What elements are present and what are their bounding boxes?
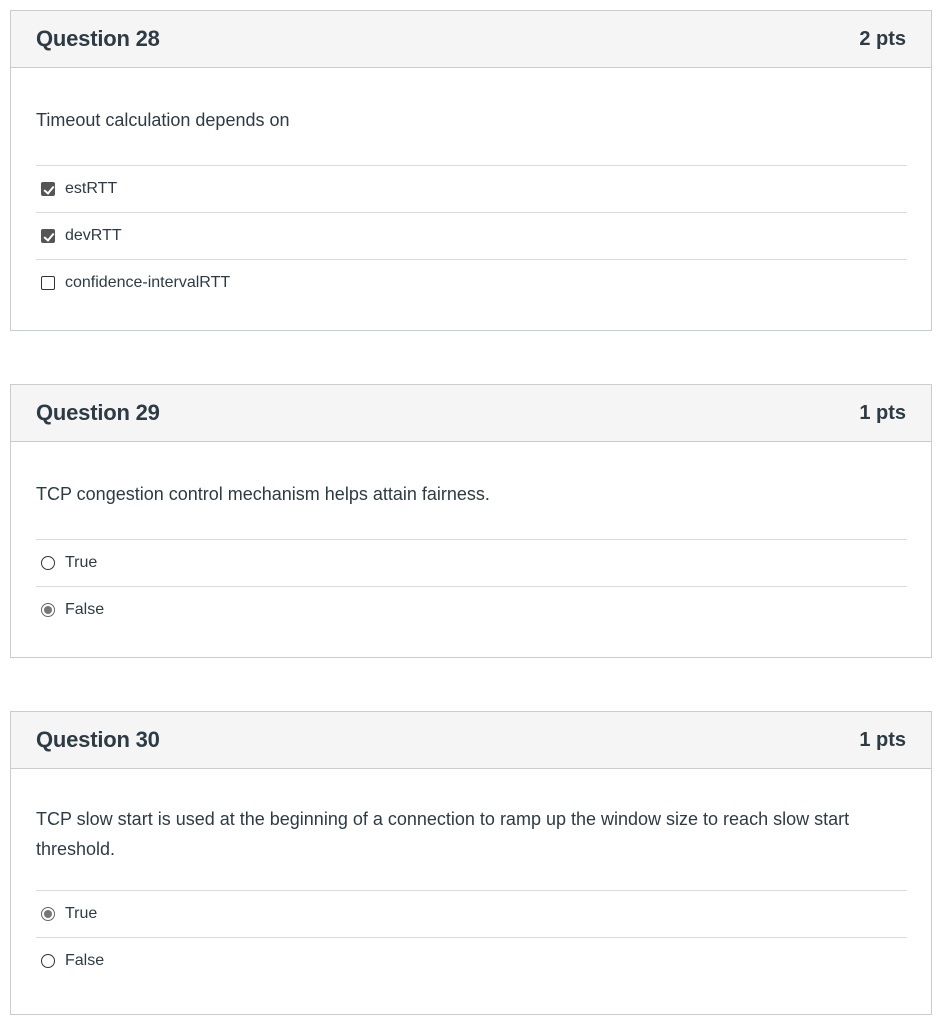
answer-label: True	[65, 554, 98, 571]
question-title: Question 29	[36, 400, 160, 425]
answer-option[interactable]	[36, 540, 907, 587]
answer-list	[36, 891, 907, 984]
answer-option[interactable]	[36, 260, 907, 306]
question-text: TCP congestion control mechanism helps attain fairness.	[36, 442, 907, 540]
question-body	[11, 769, 931, 984]
answer-option[interactable]	[36, 166, 907, 213]
question-text: TCP slow start is used at the beginning of a connection to ramp up the window size to reach slow start threshold.	[36, 769, 907, 891]
question-29-card	[10, 384, 932, 658]
checkbox-checked-icon[interactable]	[41, 229, 55, 243]
answer-label: False	[65, 952, 105, 969]
question-30-card	[10, 711, 932, 1015]
question-body	[11, 68, 931, 306]
question-points: 2 pts	[859, 27, 906, 50]
checkbox-checked-icon[interactable]	[41, 182, 55, 196]
answer-label: confidence-intervalRTT	[65, 274, 231, 291]
radio-selected-icon[interactable]	[41, 603, 55, 617]
checkbox-unchecked-icon[interactable]	[41, 276, 55, 290]
question-header	[11, 11, 931, 68]
question-title: Question 28	[36, 26, 160, 51]
question-points: 1 pts	[859, 401, 906, 424]
question-points: 1 pts	[859, 728, 906, 751]
question-body	[11, 442, 931, 633]
answer-list	[36, 166, 907, 306]
question-text: Timeout calculation depends on	[36, 68, 907, 166]
answer-label: devRTT	[65, 227, 122, 244]
radio-selected-icon[interactable]	[41, 907, 55, 921]
answer-label: estRTT	[65, 180, 118, 197]
answer-list	[36, 540, 907, 633]
answer-option[interactable]	[36, 213, 907, 260]
answer-option[interactable]	[36, 587, 907, 633]
answer-option[interactable]	[36, 938, 907, 984]
radio-unselected-icon[interactable]	[41, 954, 55, 968]
answer-option[interactable]	[36, 891, 907, 938]
answer-label: False	[65, 601, 105, 618]
answer-label: True	[65, 905, 98, 922]
radio-unselected-icon[interactable]	[41, 556, 55, 570]
question-title: Question 30	[36, 727, 160, 752]
question-header	[11, 712, 931, 769]
question-28-card	[10, 10, 932, 331]
question-header	[11, 385, 931, 442]
